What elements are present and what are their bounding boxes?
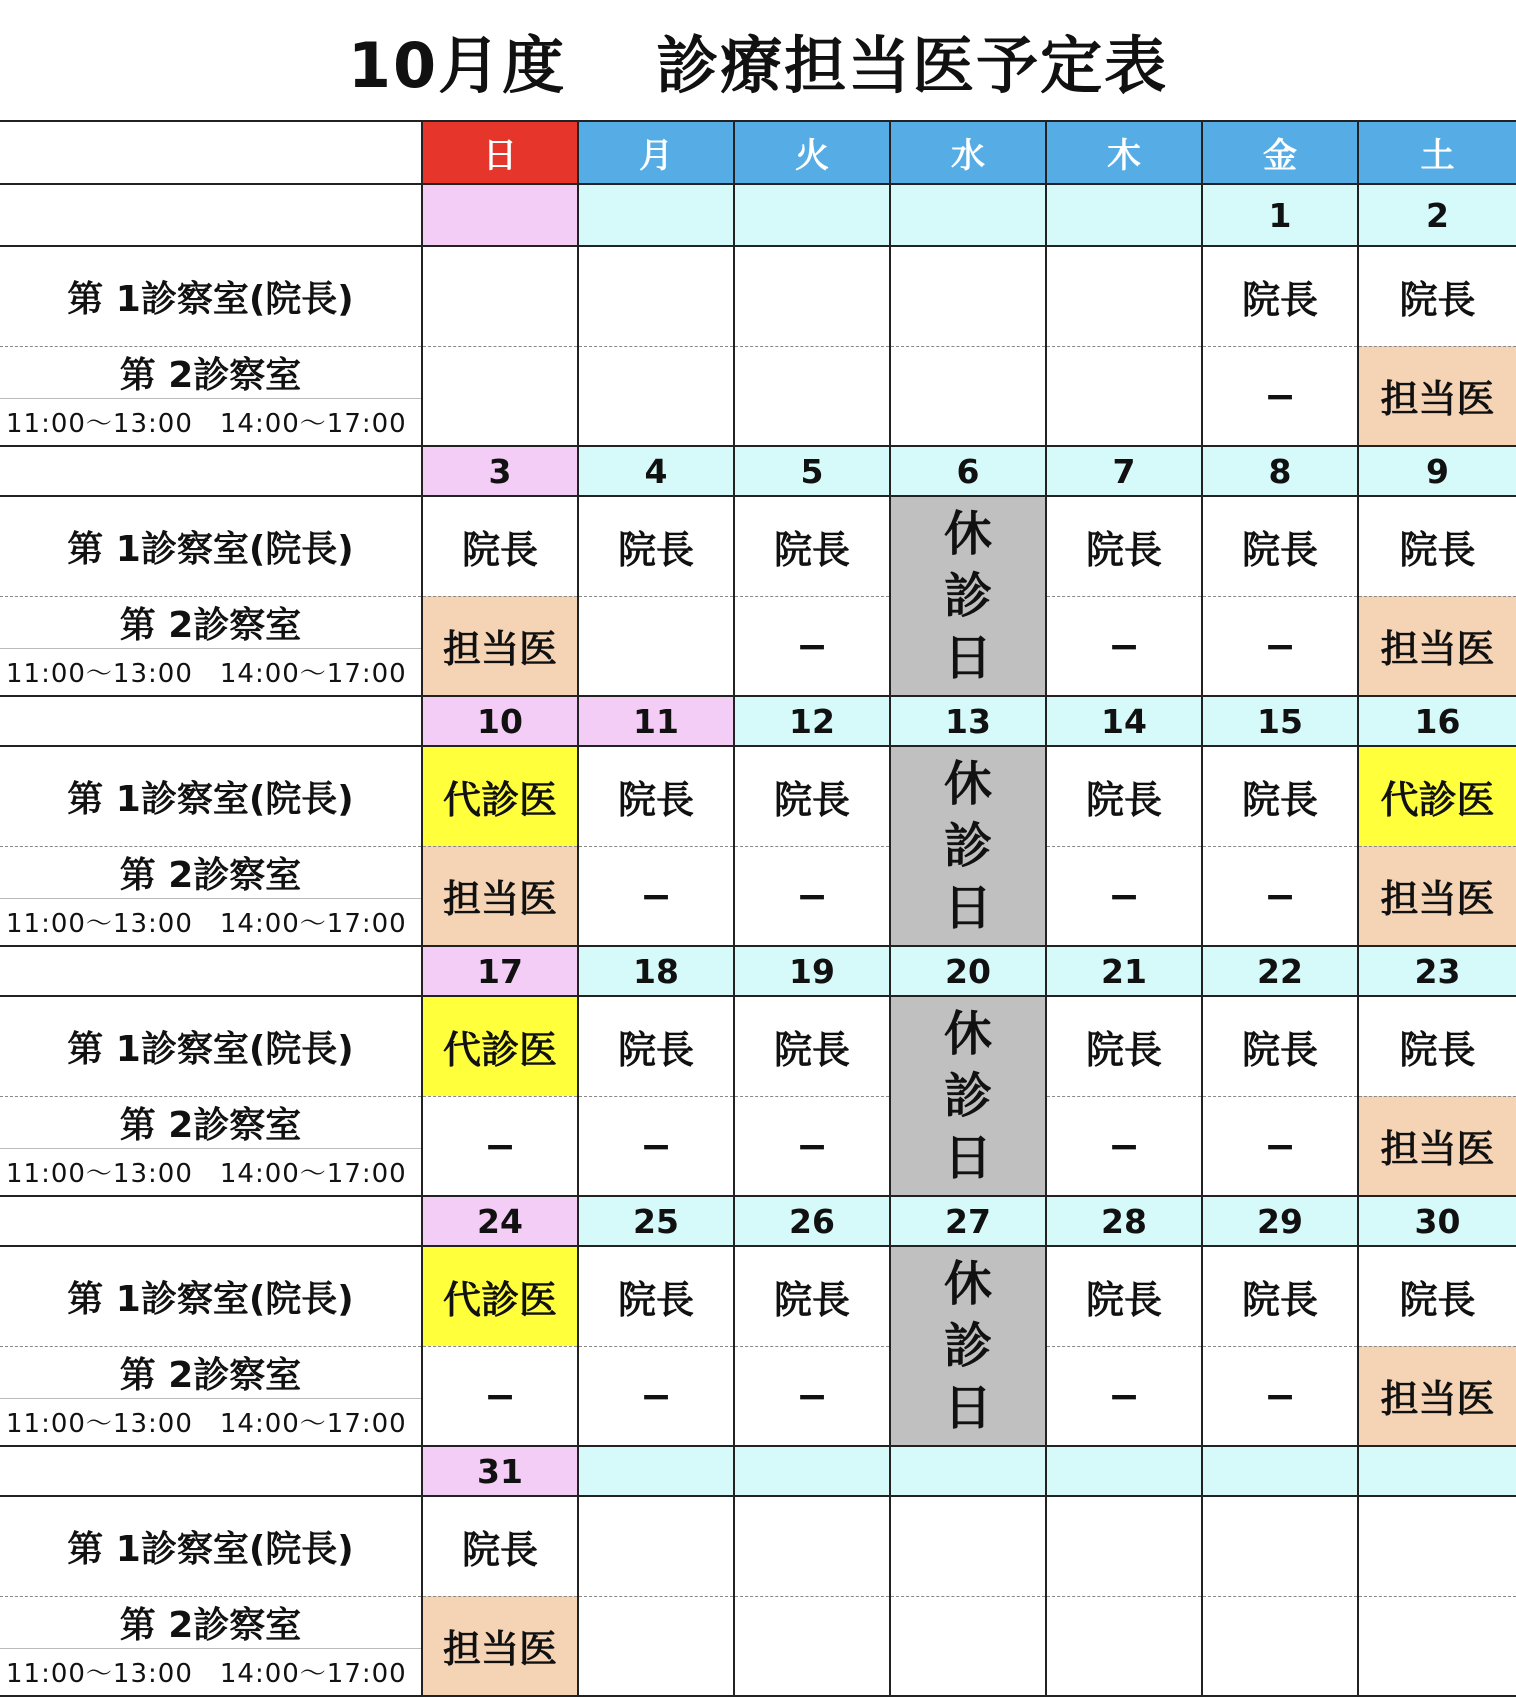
date-row-label xyxy=(0,1446,422,1496)
room1-cell: 代診医 xyxy=(422,746,578,846)
date-cell: 27 xyxy=(890,1196,1046,1246)
room2-cell: 担当医 xyxy=(1358,846,1516,946)
room2-cell xyxy=(890,1596,1046,1696)
room2-cell: 担当医 xyxy=(1358,1096,1516,1196)
room2-cell: − xyxy=(422,1096,578,1196)
date-cell: 29 xyxy=(1202,1196,1358,1246)
date-cell xyxy=(1046,1446,1202,1496)
room2-cell xyxy=(1046,346,1202,446)
room1-cell: 院長 xyxy=(734,496,890,596)
room1-cell xyxy=(890,1496,1046,1596)
date-cell xyxy=(1358,1446,1516,1496)
date-cell xyxy=(578,184,734,246)
room1-row xyxy=(0,1246,1516,1346)
room2-cell: − xyxy=(578,1346,734,1446)
closed-day-cell xyxy=(890,496,1046,696)
date-row-label xyxy=(0,696,422,746)
room2-name: 第 2診察室 xyxy=(0,1097,421,1149)
room1-cell xyxy=(422,246,578,346)
room2-hours: 11:00〜13:00 14:00〜17:00 xyxy=(6,659,407,690)
weekday-header-row xyxy=(0,122,1516,184)
room1-cell xyxy=(734,1496,890,1596)
room2-label-wrap xyxy=(0,847,421,946)
room1-label: 第 1診察室(院長) xyxy=(0,496,422,596)
closed-day-label xyxy=(944,1003,992,1189)
room2-cell xyxy=(422,346,578,446)
date-cell: 25 xyxy=(578,1196,734,1246)
room1-label: 第 1診察室(院長) xyxy=(0,996,422,1096)
room2-cell: − xyxy=(1202,346,1358,446)
date-cell: 3 xyxy=(422,446,578,496)
date-cell: 10 xyxy=(422,696,578,746)
room2-cell: − xyxy=(578,846,734,946)
date-cell: 6 xyxy=(890,446,1046,496)
room1-cell: 院長 xyxy=(1202,496,1358,596)
room1-row xyxy=(0,1496,1516,1596)
closed-day-cell xyxy=(890,1246,1046,1446)
room1-cell xyxy=(1202,1496,1358,1596)
room2-label xyxy=(0,596,422,696)
room1-label: 第 1診察室(院長) xyxy=(0,1246,422,1346)
room1-cell: 院長 xyxy=(1046,496,1202,596)
room1-cell: 院長 xyxy=(734,996,890,1096)
room1-cell: 院長 xyxy=(578,496,734,596)
closed-char: 休 xyxy=(943,1256,992,1312)
date-cell: 13 xyxy=(890,696,1046,746)
date-row-label xyxy=(0,184,422,246)
room2-cell xyxy=(1046,1596,1202,1696)
date-row xyxy=(0,1446,1516,1496)
room1-cell: 院長 xyxy=(1202,246,1358,346)
room2-cell: − xyxy=(734,846,890,946)
room2-name: 第 2診察室 xyxy=(0,1347,421,1399)
room2-label-wrap xyxy=(0,1097,421,1196)
room2-label-wrap xyxy=(0,1597,421,1696)
room2-cell: − xyxy=(1046,596,1202,696)
room2-cell: − xyxy=(734,1096,890,1196)
room2-cell: 担当医 xyxy=(1358,596,1516,696)
date-cell: 16 xyxy=(1358,696,1516,746)
header-corner xyxy=(0,122,422,184)
room1-label: 第 1診察室(院長) xyxy=(0,1496,422,1596)
room1-cell xyxy=(1358,1496,1516,1596)
room2-label-wrap xyxy=(0,347,421,446)
room1-cell xyxy=(578,1496,734,1596)
room1-cell: 院長 xyxy=(1202,996,1358,1096)
closed-char: 診 xyxy=(943,568,992,624)
room2-hours: 11:00〜13:00 14:00〜17:00 xyxy=(6,1159,407,1190)
closed-char: 診 xyxy=(943,1068,992,1124)
date-cell: 21 xyxy=(1046,946,1202,996)
date-cell: 18 xyxy=(578,946,734,996)
room1-label: 第 1診察室(院長) xyxy=(0,746,422,846)
room2-hours: 11:00〜13:00 14:00〜17:00 xyxy=(6,909,407,940)
room2-name: 第 2診察室 xyxy=(0,347,421,399)
room2-cell: 担当医 xyxy=(422,596,578,696)
room2-name: 第 2診察室 xyxy=(0,597,421,649)
room2-label xyxy=(0,346,422,446)
date-cell: 7 xyxy=(1046,446,1202,496)
room1-row xyxy=(0,246,1516,346)
room1-row xyxy=(0,746,1516,846)
date-cell xyxy=(890,1446,1046,1496)
title-text: 診療担当医予定表 xyxy=(656,28,1169,102)
date-cell: 24 xyxy=(422,1196,578,1246)
title-month: 10月度 xyxy=(347,28,567,102)
date-cell xyxy=(734,184,890,246)
room2-row xyxy=(0,596,1516,696)
room1-cell xyxy=(1046,246,1202,346)
room2-cell: − xyxy=(1202,596,1358,696)
date-cell xyxy=(578,1446,734,1496)
date-cell: 26 xyxy=(734,1196,890,1246)
room2-row xyxy=(0,846,1516,946)
room2-cell xyxy=(1358,1596,1516,1696)
date-cell: 9 xyxy=(1358,446,1516,496)
weekday-header: 月 xyxy=(578,122,734,184)
date-cell xyxy=(1202,1446,1358,1496)
room2-hours: 11:00〜13:00 14:00〜17:00 xyxy=(6,1409,407,1440)
room1-row xyxy=(0,996,1516,1096)
room1-cell: 院長 xyxy=(578,1246,734,1346)
room2-cell: 担当医 xyxy=(422,846,578,946)
weekday-header: 金 xyxy=(1202,122,1358,184)
room1-cell: 院長 xyxy=(422,1496,578,1596)
room2-cell: − xyxy=(578,1096,734,1196)
closed-day-label xyxy=(944,753,992,939)
room1-cell: 院長 xyxy=(422,496,578,596)
room1-label: 第 1診察室(院長) xyxy=(0,246,422,346)
date-cell xyxy=(422,184,578,246)
room2-cell: − xyxy=(1202,1096,1358,1196)
room2-row xyxy=(0,1346,1516,1446)
room2-cell xyxy=(734,346,890,446)
room2-label xyxy=(0,1096,422,1196)
room1-cell: 院長 xyxy=(1202,1246,1358,1346)
date-cell: 17 xyxy=(422,946,578,996)
date-cell xyxy=(890,184,1046,246)
closed-char: 休 xyxy=(943,1006,992,1062)
room2-label-wrap xyxy=(0,1347,421,1446)
closed-char: 日 xyxy=(943,1130,992,1186)
room2-name: 第 2診察室 xyxy=(0,1597,421,1649)
room1-cell xyxy=(578,246,734,346)
room1-cell: 代診医 xyxy=(422,996,578,1096)
closed-char: 日 xyxy=(943,880,992,936)
room2-cell xyxy=(734,1596,890,1696)
room1-cell: 院長 xyxy=(1358,246,1516,346)
date-row xyxy=(0,1196,1516,1246)
weekday-header: 水 xyxy=(890,122,1046,184)
date-cell: 14 xyxy=(1046,696,1202,746)
room2-hours: 11:00〜13:00 14:00〜17:00 xyxy=(6,1659,407,1690)
room1-cell xyxy=(1046,1496,1202,1596)
room2-row xyxy=(0,1596,1516,1696)
room2-cell xyxy=(578,346,734,446)
date-cell: 11 xyxy=(578,696,734,746)
date-cell: 31 xyxy=(422,1446,578,1496)
room1-row xyxy=(0,496,1516,596)
date-row xyxy=(0,946,1516,996)
date-cell: 28 xyxy=(1046,1196,1202,1246)
room2-row xyxy=(0,346,1516,446)
date-cell: 1 xyxy=(1202,184,1358,246)
room1-cell xyxy=(890,246,1046,346)
room1-cell: 院長 xyxy=(578,996,734,1096)
room2-cell xyxy=(890,346,1046,446)
room2-hours: 11:00〜13:00 14:00〜17:00 xyxy=(6,409,407,440)
room1-cell: 院長 xyxy=(1046,1246,1202,1346)
date-cell: 19 xyxy=(734,946,890,996)
room2-label-wrap xyxy=(0,597,421,696)
closed-day-label xyxy=(944,503,992,689)
closed-char: 診 xyxy=(943,1318,992,1374)
date-cell: 8 xyxy=(1202,446,1358,496)
room2-cell: − xyxy=(1202,1346,1358,1446)
date-cell: 4 xyxy=(578,446,734,496)
room2-cell xyxy=(1202,1596,1358,1696)
room2-cell: − xyxy=(734,1346,890,1446)
schedule-table xyxy=(0,122,1516,1697)
weekday-header: 木 xyxy=(1046,122,1202,184)
room2-label xyxy=(0,1596,422,1696)
closed-day-cell xyxy=(890,746,1046,946)
weekday-header: 火 xyxy=(734,122,890,184)
room1-cell: 院長 xyxy=(734,746,890,846)
closed-char: 日 xyxy=(943,630,992,686)
room2-cell: − xyxy=(422,1346,578,1446)
closed-char: 休 xyxy=(943,756,992,812)
room1-cell: 代診医 xyxy=(1358,746,1516,846)
room2-cell: 担当医 xyxy=(1358,1346,1516,1446)
room2-name: 第 2診察室 xyxy=(0,847,421,899)
date-row xyxy=(0,446,1516,496)
room1-cell: 院長 xyxy=(1046,996,1202,1096)
date-cell: 30 xyxy=(1358,1196,1516,1246)
room2-cell xyxy=(578,1596,734,1696)
room2-cell xyxy=(578,596,734,696)
date-cell: 2 xyxy=(1358,184,1516,246)
closed-char: 診 xyxy=(943,818,992,874)
room2-cell: − xyxy=(1046,846,1202,946)
date-row xyxy=(0,184,1516,246)
room2-cell: − xyxy=(1046,1346,1202,1446)
date-cell: 20 xyxy=(890,946,1046,996)
room1-cell xyxy=(734,246,890,346)
room2-cell: − xyxy=(1202,846,1358,946)
closed-char: 日 xyxy=(943,1380,992,1436)
date-row-label xyxy=(0,446,422,496)
room2-cell: 担当医 xyxy=(422,1596,578,1696)
room2-cell: − xyxy=(734,596,890,696)
room1-cell: 院長 xyxy=(1358,1246,1516,1346)
date-cell: 12 xyxy=(734,696,890,746)
room1-cell: 院長 xyxy=(1358,496,1516,596)
room2-cell: 担当医 xyxy=(1358,346,1516,446)
closed-char: 休 xyxy=(943,506,992,562)
date-cell: 15 xyxy=(1202,696,1358,746)
date-row xyxy=(0,696,1516,746)
room1-cell: 院長 xyxy=(1046,746,1202,846)
room1-cell: 院長 xyxy=(1202,746,1358,846)
room2-cell: − xyxy=(1046,1096,1202,1196)
room2-label xyxy=(0,1346,422,1446)
page-title xyxy=(0,0,1516,122)
date-row-label xyxy=(0,946,422,996)
room2-label xyxy=(0,846,422,946)
room1-cell: 院長 xyxy=(1358,996,1516,1096)
closed-day-label xyxy=(944,1253,992,1439)
date-row-label xyxy=(0,1196,422,1246)
weekday-header: 日 xyxy=(422,122,578,184)
room1-cell: 代診医 xyxy=(422,1246,578,1346)
room1-cell: 院長 xyxy=(734,1246,890,1346)
date-cell: 5 xyxy=(734,446,890,496)
date-cell: 22 xyxy=(1202,946,1358,996)
weekday-header: 土 xyxy=(1358,122,1516,184)
date-cell: 23 xyxy=(1358,946,1516,996)
date-cell xyxy=(734,1446,890,1496)
closed-day-cell xyxy=(890,996,1046,1196)
room2-row xyxy=(0,1096,1516,1196)
room1-cell: 院長 xyxy=(578,746,734,846)
date-cell xyxy=(1046,184,1202,246)
